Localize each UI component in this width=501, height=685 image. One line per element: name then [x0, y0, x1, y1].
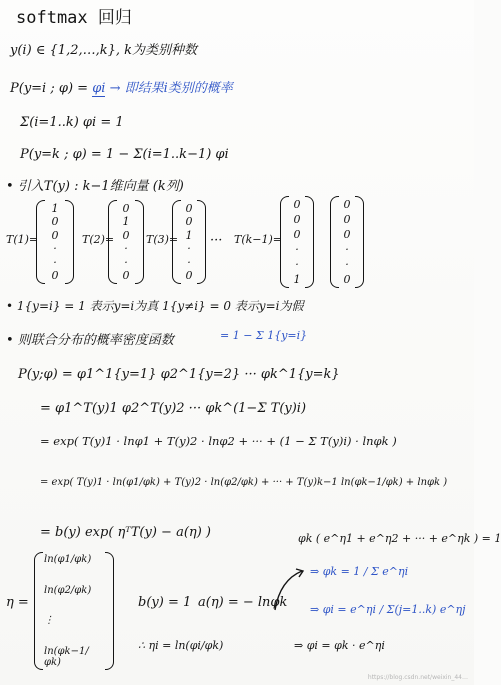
eta-label: η =: [6, 595, 29, 610]
vector-cell: 0: [343, 198, 351, 211]
T1-vector: [36, 200, 74, 284]
vector-cell: ·: [124, 242, 128, 256]
indicator-definition: • 1{y=i} = 1 表示y=i为真 1{y≠i} = 0 表示y=i为假: [6, 299, 304, 313]
phi-i-result: ⇒ φi = e^ηi / Σ(j=1..k) e^ηj: [310, 603, 466, 616]
vector-cell: 0: [343, 213, 351, 226]
p-k-equation: P(y=k ; φ) = 1 − Σ(i=1..k−1) φi: [20, 147, 229, 162]
vector-cell: 0: [293, 228, 301, 241]
T2-label: T(2)=: [82, 233, 115, 246]
equation-4: = exp( T(y)1 · ln(φ1/φk) + T(y)2 · ln(φ2/φk) + ··· + T(y)k−1 ln(φk−1/φk) + lnφk ): [40, 477, 448, 488]
T3-label: T(3)=: [146, 233, 179, 246]
Tk1-label: T(k−1)=: [234, 233, 283, 246]
vector-cell: ·: [187, 255, 191, 269]
eta-i-definition: ∴ ηi = ln(φi/φk): [138, 639, 224, 652]
a-definition: a(η) = − lnφk: [198, 595, 288, 610]
Tk1-vector: [280, 196, 314, 288]
phi-i-symbol: φi: [92, 81, 106, 96]
vector-cell: 1: [122, 215, 130, 229]
vector-cell: ·: [124, 255, 128, 269]
vector-cell: ·: [295, 258, 299, 271]
intro-T-heading: • 引入T(y) : k−1维向量 (k列): [6, 179, 184, 194]
equation-2: = φ1^T(y)1 φ2^T(y)2 ··· φk^(1−Σ T(y)i): [40, 401, 307, 416]
eta-vector-cell: ln(φk−1/φk): [44, 645, 89, 668]
vector-cell: 0: [51, 228, 59, 242]
vector-cell: 0: [122, 202, 130, 215]
eta-vector: [34, 552, 114, 670]
vector-cell: ·: [53, 242, 57, 256]
vector-cell: 0: [185, 268, 193, 282]
T2-vector: [108, 200, 144, 284]
joint-blue-note: = 1 − Σ 1{y=i}: [220, 329, 308, 342]
vector-cell: 0: [293, 198, 301, 211]
eta-vector-cell: ln(φ2/φk): [44, 584, 92, 596]
y-definition: y(i) ∈ {1,2,…,k}, k为类别种数: [10, 43, 198, 58]
vector-cell: 0: [122, 268, 130, 282]
T1-label: T(1)=: [6, 233, 39, 246]
phi-sum-equation: φk ( e^η1 + e^η2 + ··· + e^ηk ) = 1: [298, 532, 501, 545]
sum-phi-equation: Σ(i=1..k) φi = 1: [20, 115, 124, 130]
vector-cell: 0: [51, 268, 59, 282]
watermark: https://blog.csdn.net/weixin_44…: [367, 674, 468, 681]
vector-cell: 1: [293, 273, 301, 286]
curved-arrow-icon: [270, 565, 310, 615]
vector-cell: 1: [185, 228, 193, 242]
p-definition: [10, 82, 233, 95]
vector-cell: 1: [51, 202, 59, 215]
vector-cell: 0: [293, 213, 301, 226]
page-title: softmax 回归: [16, 8, 132, 28]
phi-k-result: ⇒ φk = 1 / Σ e^ηi: [310, 565, 409, 578]
vector-cell: ·: [53, 255, 57, 269]
equation-1: P(y;φ) = φ1^1{y=1} φ2^1{y=2} ··· φk^1{y=k}: [18, 367, 340, 382]
vector-cell: ·: [345, 258, 349, 271]
vector-cell: ·: [345, 243, 349, 256]
vector-cell: 0: [122, 228, 130, 242]
vector-cell: ·: [295, 243, 299, 256]
T3-vector: [172, 200, 206, 284]
vector-cell: 0: [185, 202, 193, 215]
vector-cell: ·: [187, 242, 191, 256]
eta-vector-cell: ⋮: [44, 615, 54, 627]
vector-cell: 0: [185, 215, 193, 229]
p-definition-lhs: P(y=i ; φ) =: [10, 81, 93, 96]
equation-5: = b(y) exp( ηᵀT(y) − a(η) ): [40, 525, 211, 540]
p-definition-note: → 即结果i类别的概率: [109, 81, 233, 96]
Tk-vector: [330, 196, 364, 288]
vector-ellipsis: ···: [210, 233, 223, 248]
vector-cell: 0: [343, 228, 351, 241]
vector-cell: 0: [51, 215, 59, 229]
b-definition: b(y) = 1: [138, 595, 192, 610]
eta-vector-cell: ln(φ1/φk): [44, 554, 92, 565]
joint-heading: • 则联合分布的概率密度函数: [6, 333, 174, 348]
phi-i-final: ⇒ φi = φk · e^ηi: [294, 639, 385, 652]
vector-cell: 0: [343, 273, 351, 286]
equation-3: = exp( T(y)1 · lnφ1 + T(y)2 · lnφ2 + ··· + (1 − Σ T(y)i) · lnφk ): [40, 434, 397, 448]
